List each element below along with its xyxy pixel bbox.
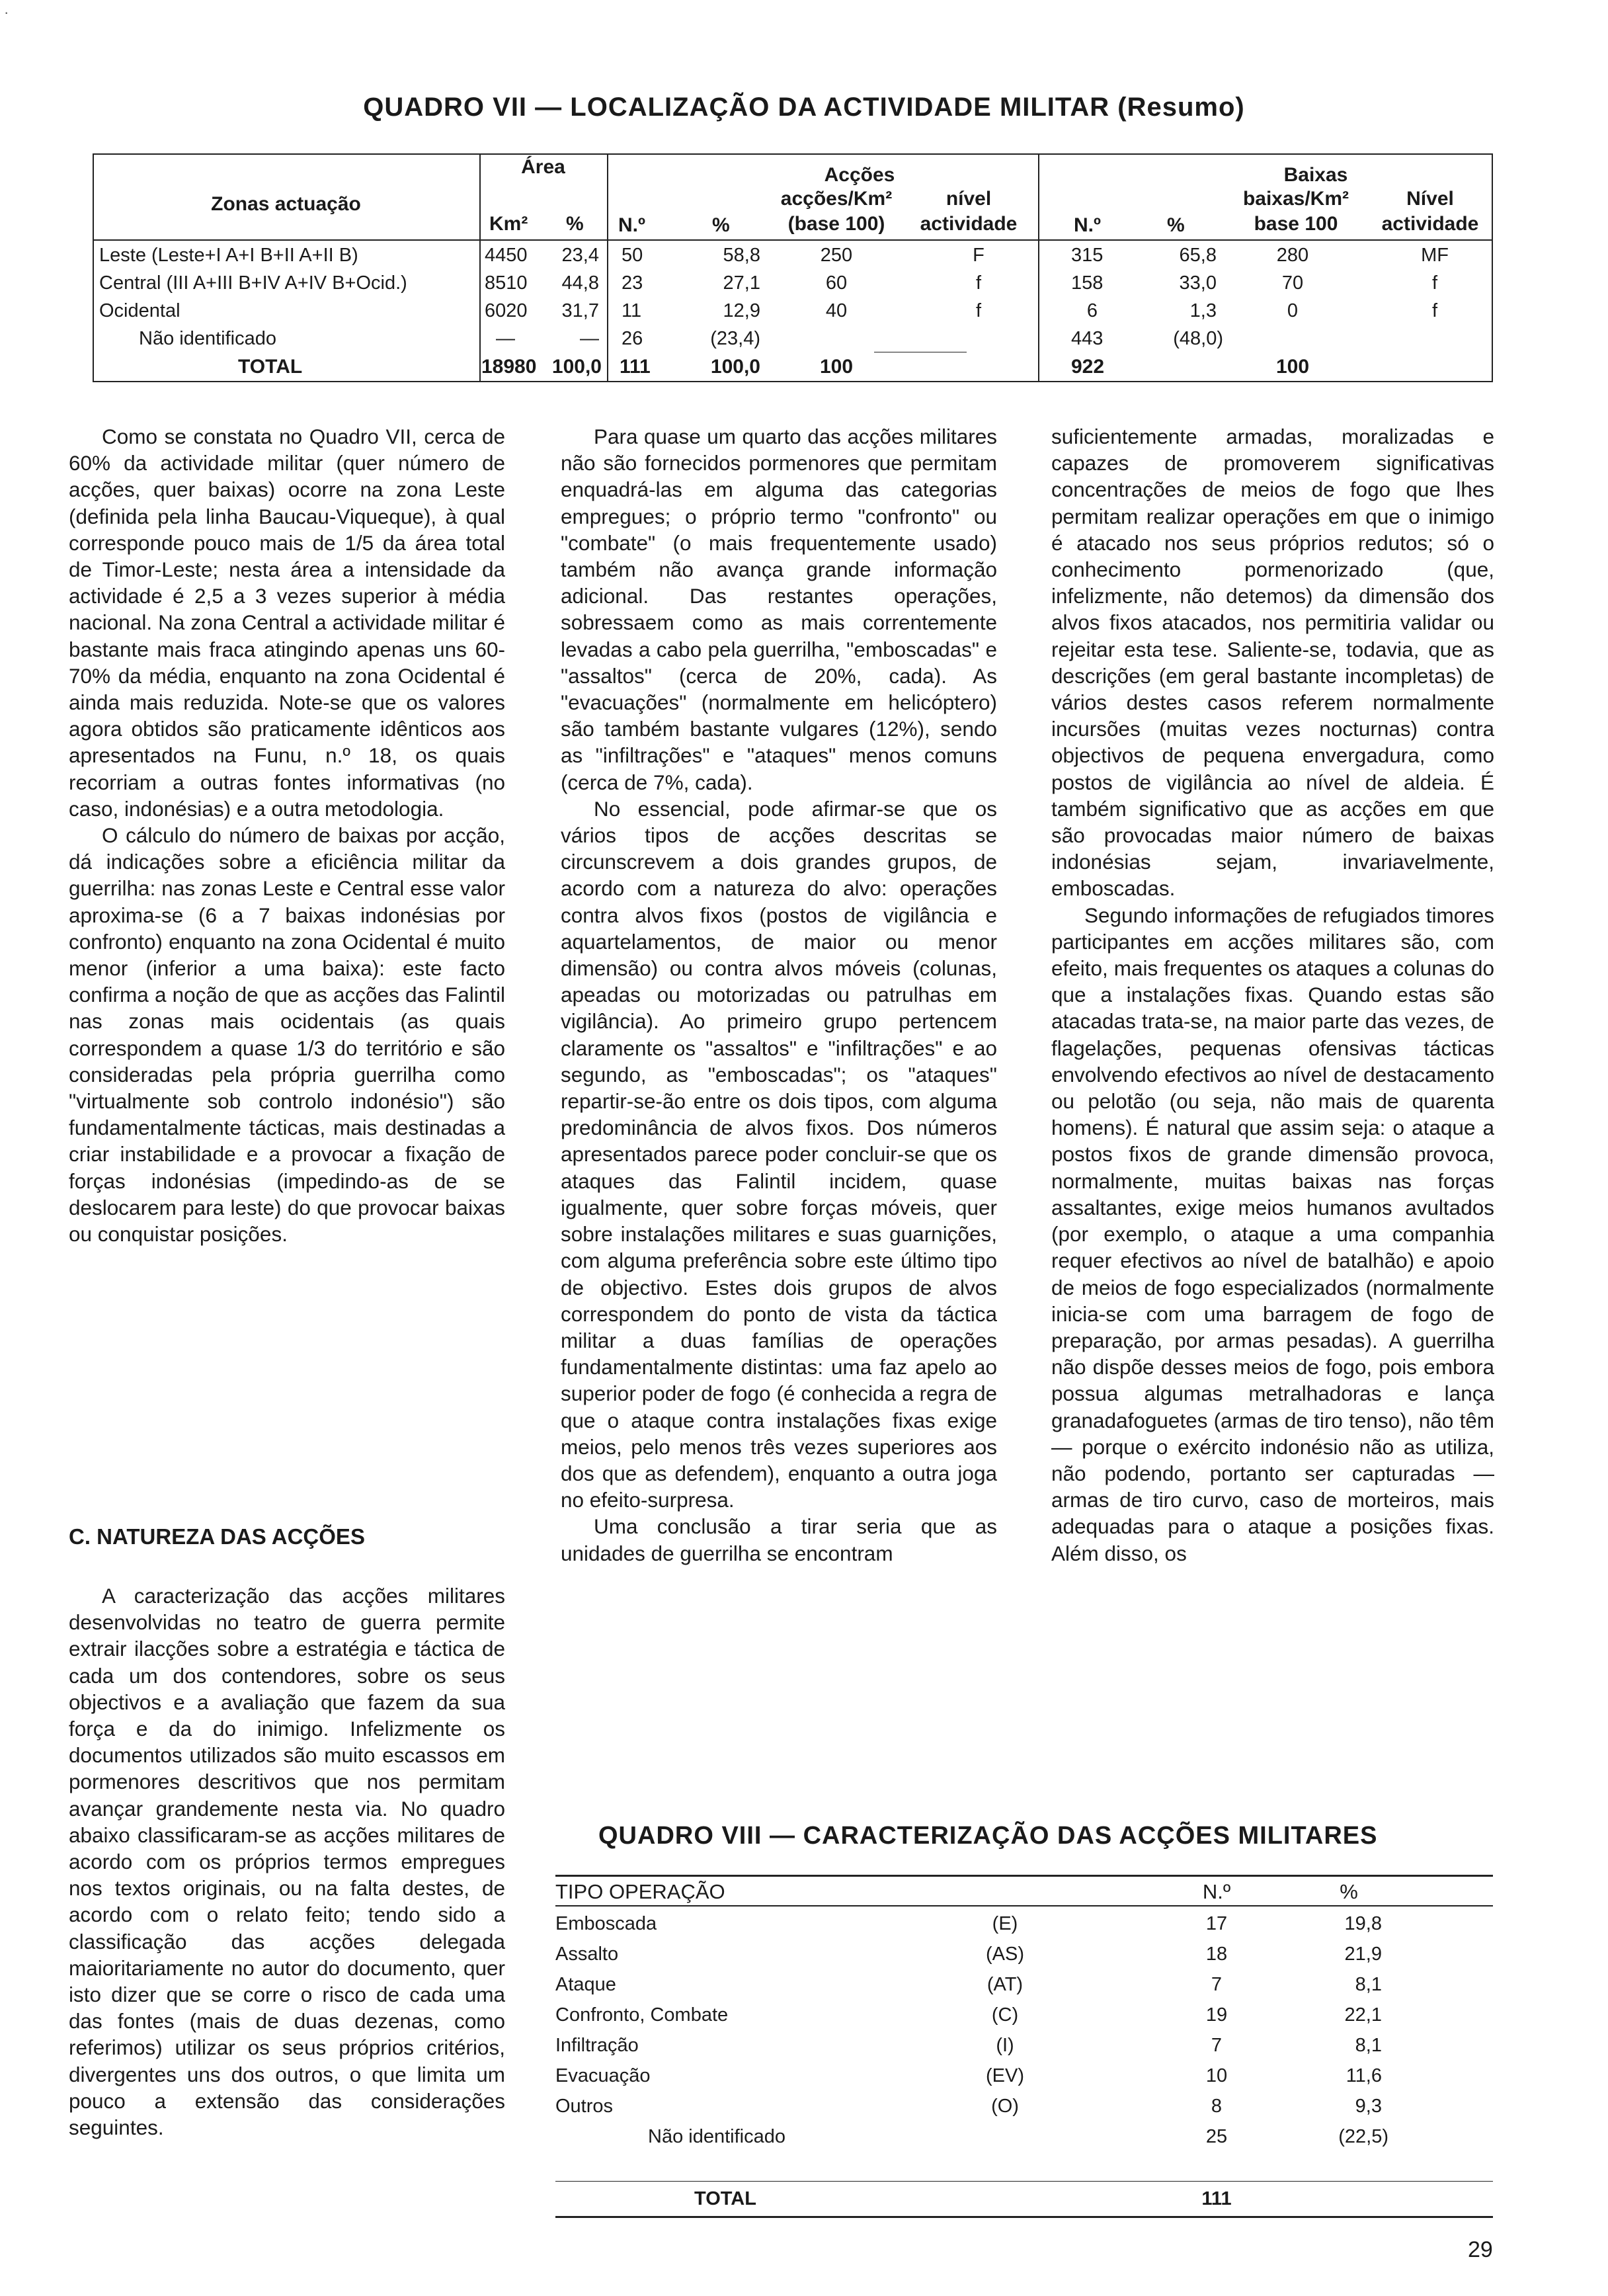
header-tipo: TIPO OPERAÇÃO — [555, 1880, 725, 1903]
cell-bx-km2: 280 — [1276, 245, 1309, 266]
quadro-vii-title: QUADRO VII — LOCALIZAÇÃO DA ACTIVIDADE MILITAR (Resumo) — [363, 93, 1245, 122]
quadro-viii-title: QUADRO VIII — CARACTERIZAÇÃO DAS ACÇÕES MILITARES — [598, 1822, 1378, 1850]
cell-bx-pct: (48,0) — [1173, 328, 1223, 349]
cell-tipo: Evacuação — [555, 2065, 651, 2086]
header-zonas: Zonas actuação — [211, 193, 361, 215]
header-area: Área — [521, 156, 565, 178]
cell-bx-km2: 100 — [1275, 356, 1310, 378]
header-accoes-actividade: actividade — [920, 213, 1018, 235]
header-baixas-actividade: actividade — [1381, 213, 1479, 235]
cell-code: (I) — [996, 2035, 1014, 2056]
cell-tipo: Assalto — [555, 1944, 619, 1965]
cell-bx-nivel: f — [1431, 272, 1438, 294]
cell-bx-pct: 33,0 — [1179, 272, 1217, 294]
cell-tipo: Não identificado — [648, 2126, 785, 2147]
page-number: 29 — [1468, 2237, 1493, 2262]
header-accoes-pct: % — [712, 214, 730, 236]
header-baixas-n: N.º — [1074, 214, 1101, 236]
header-baixas-base: base 100 — [1254, 213, 1338, 235]
text-column-3 — [1051, 423, 1494, 1567]
cell-n: 17 — [1205, 1913, 1228, 1934]
cell-acc-km2: 40 — [825, 300, 848, 321]
cell-acc-pct: 100,0 — [710, 356, 760, 378]
cell-code: (O) — [991, 2096, 1019, 2117]
header-accoes-km2: acções/Km² — [780, 188, 893, 210]
cell-km2: — — [496, 328, 515, 349]
cell-code: (C) — [991, 2004, 1019, 2026]
cell-acc-nivel: f — [975, 300, 982, 321]
cell-pct: (22,5) — [1338, 2126, 1388, 2147]
cell-area-pct: 44,8 — [561, 272, 599, 294]
cell-bx-n: 443 — [1071, 328, 1104, 349]
cell-area-pct: — — [580, 328, 599, 349]
paragraph: Segundo informações de refugiados timores participantes em acções militares são, com efeito, mais frequentes os ataques a colunas do que a instalações fixas. Quando estas são atacadas trata-se, na maior parte das vezes, de flagelações, pequenas ofensivas tácticas envolvendo efectivos ao nível de destacamento ou pelotão (ou seja, não mais de quarenta homens). É natural que assim seja: o ataque a postos fixos de grande dimensão provoca, normalmente, muitas baixas nas forças assaltantes, exige meios humanos avultados (por exemplo, o ataque a uma companhia requer efectivos ao nível de batalhão) e apoio de meios de fogo especializados (normalmente inicia-se com uma barragem de fogo de preparação, por armas pesadas). A guerrilha não dispõe desses meios de fogo, pois embora possua algumas metralhadoras e lança granadafoguetes (armas de tiro tenso), não têm — porque o exército indonésio não as utiliza, não podendo, portanto ser capturadas — armas de tiro curvo, caso de morteiros, mais adequadas para o ataque a posições fixas. Além disso, os — [1051, 903, 1494, 1565]
cell-acc-km2: 250 — [820, 245, 853, 266]
header-area-pct: % — [566, 213, 584, 235]
cell-tipo: Ataque — [555, 1974, 616, 1995]
cell-bx-km2: 70 — [1281, 272, 1304, 294]
header-pct: % — [1340, 1880, 1358, 1903]
cell-code: (AS) — [986, 1944, 1024, 1965]
text-column-2 — [561, 423, 997, 1567]
header-baixas-km2: baixas/Km² — [1242, 188, 1349, 210]
text-column-1b — [69, 1582, 505, 2141]
cell-pct: 8,1 — [1355, 2035, 1382, 2056]
cell-acc-km2: 60 — [825, 272, 848, 294]
cell-pct: 19,8 — [1344, 1913, 1382, 1934]
cell-code: (E) — [992, 1913, 1018, 1934]
header-baixas-pct: % — [1167, 214, 1185, 236]
section-c-heading: C. NATUREZA DAS ACÇÕES — [69, 1524, 365, 1549]
cell-area-pct: 31,7 — [561, 300, 599, 321]
cell-area-pct: 100,0 — [551, 356, 602, 378]
cell-bx-pct: 1,3 — [1189, 300, 1217, 321]
cell-n: 19 — [1205, 2004, 1228, 2026]
paragraph: O cálculo do número de baixas por acção, dá indicações sobre a eficiência militar da guerrilha: nas zonas Leste e Central esse valor aproxima-se (6 a 7 baixas indonésias por confronto) enquanto na zona Ocidental é muito menor (inferior a uma baixa): este facto confirma a noção de que as acções das Falintil nas zonas mais ocidentais (as quais correspondem a quase 1/3 do território e são consideradas pela própria guerrilha como "virtualmente sob controlo indonésio") são fundamentalmente tácticas, mais destinadas a criar instabilidade e a provocar a fixação de forças indonésias (impedindo-as de se deslocarem para leste) do que provocar baixas ou conquistar posições. — [69, 823, 505, 1247]
cell-km2: 6020 — [485, 300, 528, 321]
cell-km2: 8510 — [485, 272, 528, 294]
cell-acc-pct: 27,1 — [723, 272, 760, 294]
cell-km2: 18980 — [481, 356, 537, 378]
header-baixas: Baixas — [1283, 164, 1348, 186]
quadro-vii-table — [93, 153, 1493, 382]
cell-acc-n: 111 — [620, 356, 651, 378]
paragraph: Uma conclusão a tirar seria que as unidades de guerrilha se encontram — [561, 1514, 997, 1565]
cell-n: 25 — [1205, 2126, 1228, 2147]
text-column-1 — [69, 423, 505, 1247]
paragraph: suficientemente armadas, moralizadas e capazes de promoverem significativas concentrações de meios de fogo que lhes permitam realizar operações em que o inimigo é atacado nos seus próprios redutos; só o conhecimento pormenorizado (que, infelizmente, não detemos) da dimensão dos alvos fixos atacados, nos permitiria validar ou rejeitar esta tese. Saliente-se, todavia, que as descrições (em geral bastante incompletas) de vários destes casos referem normalmente incursões (muitas vezes nocturnas) contra objectivos de pequena envergadura, como postos de vigilância ao nível de aldeia. É também significativo que as acções em que são provocadas maior número de baixas indonésias sejam, invariavelmente, emboscadas. — [1051, 425, 1494, 901]
cell-acc-pct: 58,8 — [723, 245, 760, 266]
paragraph: Para quase um quarto das acções militares não são fornecidos pormenores que permitam enquadrá-las em alguma das categorias empregues; o próprio termo "confronto" ou "combate" (o mais frequentemente usado) também não avança grande informação adicional. Das restantes operações, sobressaem como as mais correntemente levadas a cabo pela guerrilha, "emboscadas" e "assaltos" (cerca de 20%, cada). As "evacuações" (normalmente em helicóptero) são também bastante vulgares (12%), sendo as "infiltrações" e "ataques" menos comuns (cerca de 7%, cada). — [561, 425, 997, 794]
cell-bx-n: 158 — [1071, 272, 1104, 294]
cell-acc-km2: 100 — [819, 356, 854, 378]
cell-n: 7 — [1211, 2035, 1223, 2056]
cell-tipo: Infiltração — [555, 2035, 639, 2056]
header-accoes-base: (base 100) — [787, 213, 885, 235]
cell-acc-n: 23 — [622, 272, 643, 294]
cell-bx-pct: 65,8 — [1179, 245, 1217, 266]
cell-n: 7 — [1211, 1974, 1223, 1995]
cell-bx-nivel: f — [1431, 300, 1438, 321]
cell-zona: Central (III A+III B+IV A+IV B+Ocid.) — [99, 272, 407, 294]
header-accoes-nivel: nível — [945, 188, 992, 210]
cell-pct: 21,9 — [1344, 1944, 1382, 1965]
cell-bx-n: 922 — [1071, 356, 1105, 378]
cell-acc-nivel: f — [975, 272, 982, 294]
cell-zona: TOTAL — [238, 356, 303, 378]
cell-n: 8 — [1211, 2096, 1223, 2117]
cell-acc-n: 26 — [622, 328, 643, 349]
cell-pct: 8,1 — [1355, 1974, 1382, 1995]
header-accoes-n: N.º — [618, 214, 645, 236]
cell-acc-n: 50 — [622, 245, 643, 266]
paragraph: No essencial, pode afirmar-se que os vários tipos de acções descritas se circunscrevem a dois grandes grupos, de acordo com a natureza do alvo: operações contra alvos fixos (postos de vigilância e aquartelamentos, de maior ou menor dimensão) ou contra alvos móveis (colunas, apeadas ou motorizadas ou patrulhas em vigilância). Ao primeiro grupo pertencem claramente os "assaltos" e "infiltrações" e ao segundo, as "emboscadas"; os "ataques" repartir-se-ão entre os dois tipos, com alguma predominância de alvos fixos. Dos números apresentados parece poder concluir-se que os ataques das Falintil incidem, quase igualmente, quer sobre forças móveis, quer sobre instalações militares e suas guarnições, com alguma preferência sobre este último tipo de objectivo. Estes dois grupos de alvos correspondem do ponto de vista da táctica militar a duas famílias de operações fundamentalmente distintas: uma faz apelo ao superior poder de fogo (é conhecida a regra de que o ataque contra instalações fixas exige meios, pelo menos três vezes superiores aos dos que as defendem), enquanto a outra joga no efeito-surpresa. — [561, 796, 997, 1512]
paragraph: Como se constata no Quadro VII, cerca de 60% da actividade militar (quer número de acções, quer baixas) ocorre na zona Leste (definida pela linha Baucau-Viqueque), à qual corresponde pouco mais de 1/5 da área total de Timor-Leste; nesta área a intensidade da actividade é 2,5 a 3 vezes superior à média nacional. Na zona Central a actividade militar é bastante mais fraca atingindo apenas uns 60-70% da média, enquanto na zona Ocidental é ainda mais reduzida. Note-se que os valores agora obtidos são praticamente idênticos aos apresentados na Funu, n.º 18, os quais recorriam a outras fontes informativas (no caso, indonésias) e a outra metodologia. — [69, 425, 505, 821]
header-km2: Km² — [489, 213, 528, 235]
cell-n: 10 — [1205, 2065, 1228, 2086]
header-n: N.º — [1202, 1880, 1231, 1903]
cell-tipo: Outros — [555, 2096, 614, 2117]
cell-bx-nivel: MF — [1421, 245, 1449, 266]
cell-code: (EV) — [986, 2065, 1024, 2086]
cell-bx-n: 315 — [1071, 245, 1104, 266]
cell-n: 111 — [1201, 2188, 1232, 2209]
cell-km2: 4450 — [485, 245, 528, 266]
cell-acc-pct: 12,9 — [723, 300, 760, 321]
cell-bx-km2: 0 — [1287, 300, 1299, 321]
cell-pct: 22,1 — [1344, 2004, 1382, 2026]
cell-bx-n: 6 — [1086, 300, 1098, 321]
cell-acc-nivel: F — [973, 245, 985, 266]
header-baixas-nivel: Nível — [1406, 188, 1454, 210]
cell-zona: Não identificado — [139, 328, 276, 349]
cell-acc-n: 11 — [622, 300, 642, 321]
paragraph: A caracterização das acções militares desenvolvidas no teatro de guerra permite extrair ilacções sobre a estratégia e táctica de cada um dos contendores, sobre os seus objectivos e a avaliação que fazem da sua força e da do inimigo. Infelizmente os documentos utilizados são muito escassos em pormenores descritivos que nos permitam avançar grandemente nesta via. No quadro abaixo classificaram-se as acções militares de acordo com os próprios termos empregues nos textos originais, ou na falta destes, de acordo com o relato feito; tendo sido a classificação das acções delegada maioritariamente no autor do documento, quer isto dizer que se corre o risco de cada uma das fontes (mais de duas dezenas, como referimos) utilizar os seus próprios critérios, divergentes uns dos outros, o que limita um pouco a extensão das considerações seguintes. — [69, 1584, 505, 2140]
cell-tipo: Confronto, Combate — [555, 2004, 729, 2026]
cell-zona: Leste (Leste+I A+I B+II A+II B) — [99, 245, 358, 266]
header-accoes: Acções — [824, 164, 895, 186]
scan-mark: · — [4, 4, 9, 20]
cell-code: (AT) — [986, 1974, 1024, 1995]
cell-tipo: Emboscada — [555, 1913, 657, 1934]
cell-acc-pct: (23,4) — [710, 328, 760, 349]
cell-zona: Ocidental — [99, 300, 181, 321]
cell-pct: 9,3 — [1355, 2096, 1382, 2117]
cell-n: 18 — [1205, 1944, 1228, 1965]
cell-area-pct: 23,4 — [561, 245, 599, 266]
cell-tipo: TOTAL — [694, 2188, 756, 2209]
quadro-viii-table — [555, 1875, 1493, 2219]
cell-pct: 11,6 — [1346, 2065, 1382, 2086]
